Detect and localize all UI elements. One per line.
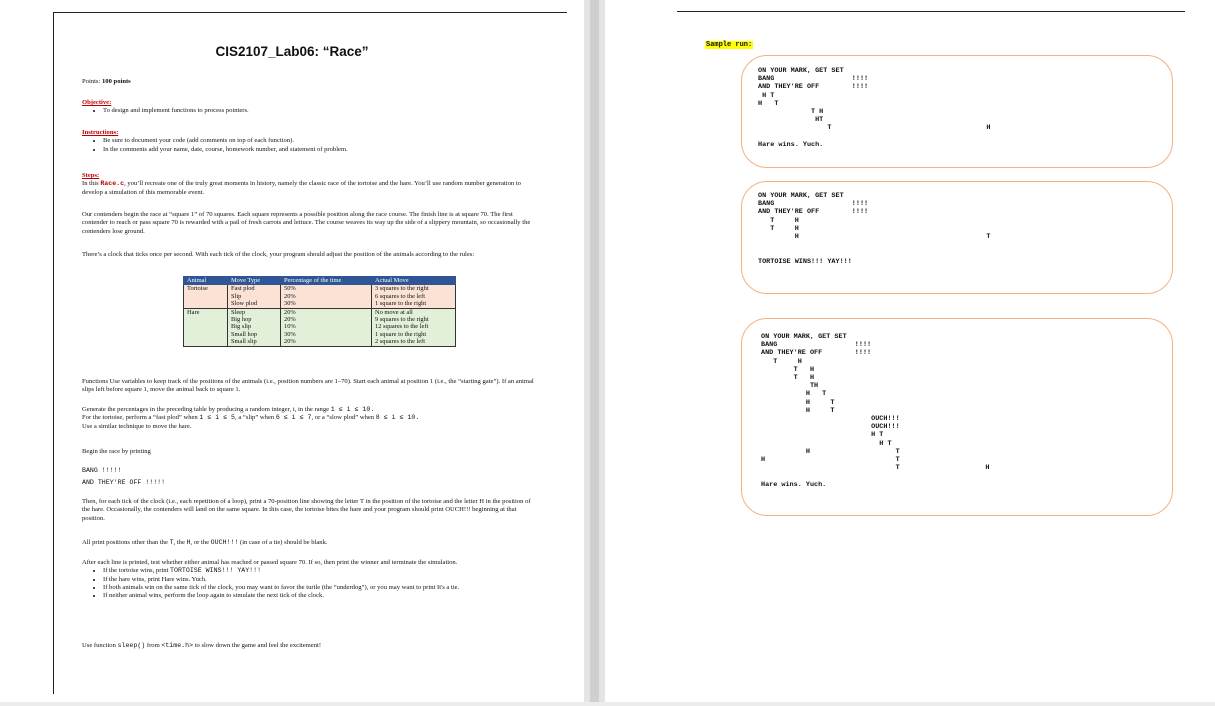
race-output: ON YOUR MARK, GET SET BANG !!!! AND THEY'RE OFF !!!! T H T H T H TH H T H T H T OUCH!!! OUCH!!! H T H T H T H T T H Hare wins. Yuch. — [761, 333, 990, 489]
result-item: • If both animals win on the same tick of the clock, you may want to favor the turtle (the “underdog”), or you may want to print It's a tie. — [103, 584, 537, 592]
table-row: Tortoise Fast plod 50% 3 squares to the right — [184, 285, 456, 293]
sample-run-box-2 — [741, 181, 1173, 294]
begin-paragraph: Begin the race by printing — [82, 448, 151, 455]
blank-paragraph: All print positions other than the T, the H, or the OUCH!!! (in case of a tie) should be blank. — [82, 539, 328, 546]
instructions-section — [82, 129, 537, 154]
table-row: Small hop 30% 1 square to the right — [184, 331, 456, 338]
scrollbar-track[interactable] — [590, 0, 599, 706]
objective-section — [82, 99, 537, 116]
objective-item: • To design and implement functions to process pointers. — [103, 107, 537, 115]
result-item: • If neither animal wins, perform the loop again to simulate the next tick of the clock. — [103, 592, 537, 600]
off-code: AND THEY'RE OFF !!!!! — [82, 479, 166, 486]
table-row: Big hop 20% 9 squares to the right — [184, 316, 456, 323]
clock-paragraph: There’s a clock that ticks once per second. With each tick of the clock, your program should adjust the position of the animals according to the rules: — [82, 251, 475, 258]
points-value: 100 points — [101, 78, 131, 85]
viewer-bottom-edge — [0, 702, 1215, 706]
race-output: ON YOUR MARK, GET SET BANG !!!! AND THEY'RE OFF !!!! H T H T T H HT T H Hare wins. Yuch. — [758, 67, 991, 149]
steps-heading: Steps: — [82, 172, 100, 179]
table-row: Big slip 10% 12 squares to the left — [184, 323, 456, 330]
left-border — [53, 12, 54, 694]
sample-run-label: Sample run: — [706, 41, 753, 49]
document-page-1 — [0, 0, 584, 706]
table-header: Percentage of the time — [281, 277, 372, 285]
table-header: Move Type — [228, 277, 281, 285]
table-header: Animal — [184, 277, 228, 285]
rules-table — [183, 276, 456, 347]
filename-code: Race.c — [100, 180, 125, 188]
table-row: Slip 20% 6 squares to the left — [184, 293, 456, 300]
objective-heading: Objective: — [82, 99, 112, 106]
functions-paragraph: Functions Use variables to keep track of the positions of the animals (i.e., position numbers are 1–70). Start each animal at position 1 (i.e., the “starting gate”). If an animal slips left before square 1, move the animal back to square 1. — [82, 378, 534, 394]
contenders-paragraph: Our contenders begin the race at “square 1” of 70 squares. Each square represents a possible position along the race course. The finish line is at square 70. The first contender to reach or pass square 70 is rewarded with a pail of fresh carrots and lettuce. The course weaves its way up the side of a slippery mountain, so occasionally the contenders lose ground. — [82, 211, 531, 235]
points-label: Points: — [82, 78, 101, 85]
instruction-item: • Be sure to document your code (add comments on top of each function). — [103, 137, 537, 145]
race-output: ON YOUR MARK, GET SET BANG !!!! AND THEY'RE OFF !!!! T H T H H T TORTOISE WINS!!! YAY!!! — [758, 192, 991, 266]
generate-paragraph: Generate the percentages in the preceding table by producing a random integer, i, in the range 1 ≤ i ≤ 10. For the tortoise, perform a “fast plod” when 1 ≤ i ≤ 5, a “slip” when 6 ≤ i ≤ 7, or a “slow plod” when 8 ≤ i ≤ 10. Use a similar technique to move the hare. — [82, 406, 420, 430]
table-header-row — [184, 277, 456, 285]
sample-run-box-1 — [741, 55, 1173, 168]
use-paragraph: Use function sleep() from <time.h> to slow down the game and feel the excitement! — [82, 642, 322, 649]
table-header: Actual Move — [372, 277, 456, 285]
table-row: Slow plod 30% 1 square to the right — [184, 300, 456, 308]
page-title: CIS2107_Lab06: “Race” — [215, 44, 369, 59]
instructions-heading: Instructions: — [82, 129, 119, 136]
after-paragraph: After each line is printed, test whether either animal has reached or passed square 70. If so, then print the winner and terminate the simulation. — [82, 559, 458, 566]
steps-intro: In this Race.c, you’ll recreate one of the truly great moments in history, namely the classic race of the tortoise and the hare. You’ll use random number generation to develop a simulation of this memorable event. — [82, 180, 521, 196]
top-rule — [53, 12, 567, 13]
result-item: • If the hare wins, print Hare wins. Yuch. — [103, 576, 537, 584]
table-row: Hare Sleep 20% No move at all — [184, 308, 456, 316]
instruction-item: • In the comments add your name, date, course, homework number, and statement of problem. — [103, 146, 537, 154]
range-code: 1 ≤ i ≤ 10. — [330, 406, 375, 413]
bang-code: BANG !!!!! — [82, 467, 122, 474]
steps-section — [82, 172, 537, 197]
tick-paragraph: Then, for each tick of the clock (i.e., each repetition of a loop), print a 70-position line showing the letter T in the position of the tortoise and the letter H in the position of the hare. Occasionally, the contenders will land on the same square. In this case, the tortoise bites the hare and your program should print OUCH!!! beginning at that position. — [82, 498, 531, 522]
top-rule — [677, 11, 1185, 12]
points-line — [82, 78, 537, 86]
sample-run-box-3 — [741, 318, 1173, 516]
after-section — [82, 559, 537, 600]
table-row: Small slip 20% 2 squares to the left — [184, 338, 456, 346]
result-item: • If the tortoise wins, print TORTOISE WINS!!! YAY!!! — [103, 567, 537, 575]
